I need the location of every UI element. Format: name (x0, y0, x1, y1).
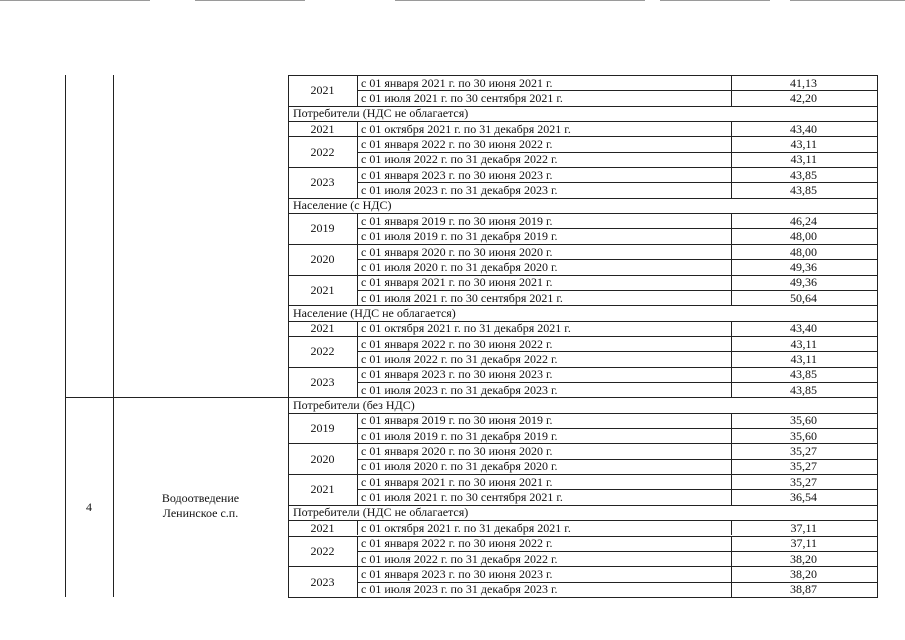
table-rule (357, 167, 358, 198)
period-cell: с 01 января 2023 г. по 30 июня 2023 г. (361, 367, 553, 382)
tariff-value: 43,11 (790, 137, 817, 152)
year-cell: 2022 (310, 543, 335, 558)
scan-edge-line (660, 0, 770, 1)
table-rule (731, 536, 732, 567)
year-cell: 2023 (310, 175, 335, 190)
period-cell: с 01 октября 2021 г. по 31 декабря 2021 г. (361, 520, 571, 535)
year-cell: 2019 (310, 221, 335, 236)
period-cell: с 01 января 2020 г. по 30 июня 2020 г. (361, 444, 553, 459)
period-cell: с 01 октября 2021 г. по 31 декабря 2021 г. (361, 121, 571, 136)
period-cell: с 01 июля 2022 г. по 31 декабря 2022 г. (361, 551, 558, 566)
table-rule (357, 520, 358, 535)
scan-edge-line (790, 0, 905, 1)
year-cell: 2023 (310, 374, 335, 389)
table-rule (65, 397, 289, 398)
tariff-value: 43,11 (790, 152, 817, 167)
period-cell: с 01 июля 2019 г. по 31 декабря 2019 г. (361, 229, 558, 244)
period-cell: с 01 января 2023 г. по 30 июня 2023 г. (361, 566, 553, 581)
tariff-value: 36,54 (790, 490, 817, 505)
tariff-value: 35,60 (790, 413, 817, 428)
tariff-value: 49,36 (790, 275, 817, 290)
row-number: 4 (86, 500, 92, 515)
period-cell: с 01 июля 2021 г. по 30 сентября 2021 г. (361, 290, 563, 305)
period-cell: с 01 июля 2020 г. по 31 декабря 2020 г. (361, 259, 558, 274)
tariff-value: 46,24 (790, 213, 817, 228)
tariff-value: 43,85 (790, 367, 817, 382)
year-cell: 2021 (310, 482, 335, 497)
tariff-value: 50,64 (790, 290, 817, 305)
table-rule (357, 136, 358, 167)
tariff-value: 37,11 (790, 520, 817, 535)
table-rule (731, 244, 732, 275)
table-rule (731, 136, 732, 167)
period-cell: с 01 января 2020 г. по 30 июня 2020 г. (361, 244, 553, 259)
tariff-value: 43,11 (790, 336, 817, 351)
tariff-value: 43,85 (790, 183, 817, 198)
period-cell: с 01 июля 2023 г. по 31 декабря 2023 г. (361, 582, 558, 597)
period-cell: с 01 января 2021 г. по 30 июня 2021 г. (361, 275, 553, 290)
table-rule (731, 566, 732, 597)
year-cell: 2023 (310, 574, 335, 589)
period-cell: с 01 января 2022 г. по 30 июня 2022 г. (361, 336, 553, 351)
table-rule (731, 167, 732, 198)
section-header: Население (с НДС) (293, 198, 392, 213)
section-header: Потребители (НДС не облагается) (293, 106, 469, 121)
period-cell: с 01 июля 2021 г. по 30 сентября 2021 г. (361, 490, 563, 505)
scan-edge-line (195, 0, 305, 1)
tariff-value: 48,00 (790, 244, 817, 259)
period-cell: с 01 июля 2023 г. по 31 декабря 2023 г. (361, 183, 558, 198)
table-rule (731, 336, 732, 367)
tariff-value: 35,27 (790, 459, 817, 474)
table-rule (731, 213, 732, 244)
tariff-value: 35,60 (790, 428, 817, 443)
table-rule (731, 75, 732, 106)
table-rule (731, 520, 732, 535)
tariff-value: 38,87 (790, 582, 817, 597)
table-rule (113, 75, 114, 597)
tariff-value: 37,11 (790, 536, 817, 551)
period-cell: с 01 января 2019 г. по 30 июня 2019 г. (361, 413, 553, 428)
service-type: Водоотведение (161, 491, 240, 506)
period-cell: с 01 января 2022 г. по 30 июня 2022 г. (361, 137, 553, 152)
section-header: Потребители (без НДС) (293, 398, 415, 413)
year-cell: 2020 (310, 451, 335, 466)
year-cell: 2021 (310, 520, 335, 535)
year-cell: 2021 (310, 321, 335, 336)
table-rule (65, 75, 66, 597)
table-rule (357, 413, 358, 444)
table-rule (357, 367, 358, 398)
table-rule (731, 121, 732, 136)
table-rule (357, 443, 358, 474)
table-rule (877, 75, 878, 597)
period-cell: с 01 октября 2021 г. по 31 декабря 2021 г. (361, 321, 571, 336)
table-rule (357, 275, 358, 306)
scan-edge-line (395, 0, 645, 1)
tariff-value: 48,00 (790, 229, 817, 244)
period-cell: с 01 января 2019 г. по 30 июня 2019 г. (361, 213, 553, 228)
year-cell: 2022 (310, 144, 335, 159)
section-header: Население (НДС не облагается) (293, 305, 456, 320)
tariff-value: 38,20 (790, 551, 817, 566)
scan-edge-line (0, 0, 150, 1)
year-cell: 2020 (310, 252, 335, 267)
table-rule (288, 75, 289, 597)
year-cell: 2021 (310, 282, 335, 297)
table-rule (357, 121, 358, 136)
year-cell: 2019 (310, 421, 335, 436)
tariff-value: 43,85 (790, 167, 817, 182)
table-rule (288, 597, 878, 598)
section-header: Потребители (НДС не облагается) (293, 505, 469, 520)
period-cell: с 01 июля 2020 г. по 31 декабря 2020 г. (361, 459, 558, 474)
table-rule (357, 213, 358, 244)
period-cell: с 01 января 2023 г. по 30 июня 2023 г. (361, 167, 553, 182)
table-rule (731, 321, 732, 336)
tariff-value: 42,20 (790, 91, 817, 106)
table-rule (731, 275, 732, 306)
table-rule (357, 75, 358, 106)
period-cell: с 01 июля 2022 г. по 31 декабря 2022 г. (361, 152, 558, 167)
tariff-value: 35,27 (790, 444, 817, 459)
service-locality: Ленинское с.п. (162, 506, 239, 521)
period-cell: с 01 января 2022 г. по 30 июня 2022 г. (361, 536, 553, 551)
table-rule (357, 321, 358, 336)
table-rule (357, 474, 358, 505)
table-rule (357, 244, 358, 275)
tariff-value: 41,13 (790, 75, 817, 90)
period-cell: с 01 июля 2019 г. по 31 декабря 2019 г. (361, 428, 558, 443)
service-name (113, 491, 288, 521)
table-rule (731, 367, 732, 398)
year-cell: 2022 (310, 344, 335, 359)
tariff-value: 49,36 (790, 259, 817, 274)
tariff-value: 38,20 (790, 566, 817, 581)
table-rule (731, 413, 732, 444)
year-cell: 2021 (310, 83, 335, 98)
period-cell: с 01 января 2021 г. по 30 июня 2021 г. (361, 474, 553, 489)
table-rule (357, 536, 358, 567)
tariff-value: 35,27 (790, 474, 817, 489)
tariff-value: 43,40 (790, 121, 817, 136)
tariff-value: 43,85 (790, 382, 817, 397)
year-cell: 2021 (310, 121, 335, 136)
period-cell: с 01 июля 2021 г. по 30 сентября 2021 г. (361, 91, 563, 106)
table-rule (731, 443, 732, 474)
tariff-value: 43,11 (790, 351, 817, 366)
period-cell: с 01 июля 2022 г. по 31 декабря 2022 г. (361, 351, 558, 366)
table-rule (357, 336, 358, 367)
period-cell: с 01 января 2021 г. по 30 июня 2021 г. (361, 75, 553, 90)
table-rule (357, 566, 358, 597)
period-cell: с 01 июля 2023 г. по 31 декабря 2023 г. (361, 382, 558, 397)
tariff-value: 43,40 (790, 321, 817, 336)
table-rule (731, 474, 732, 505)
